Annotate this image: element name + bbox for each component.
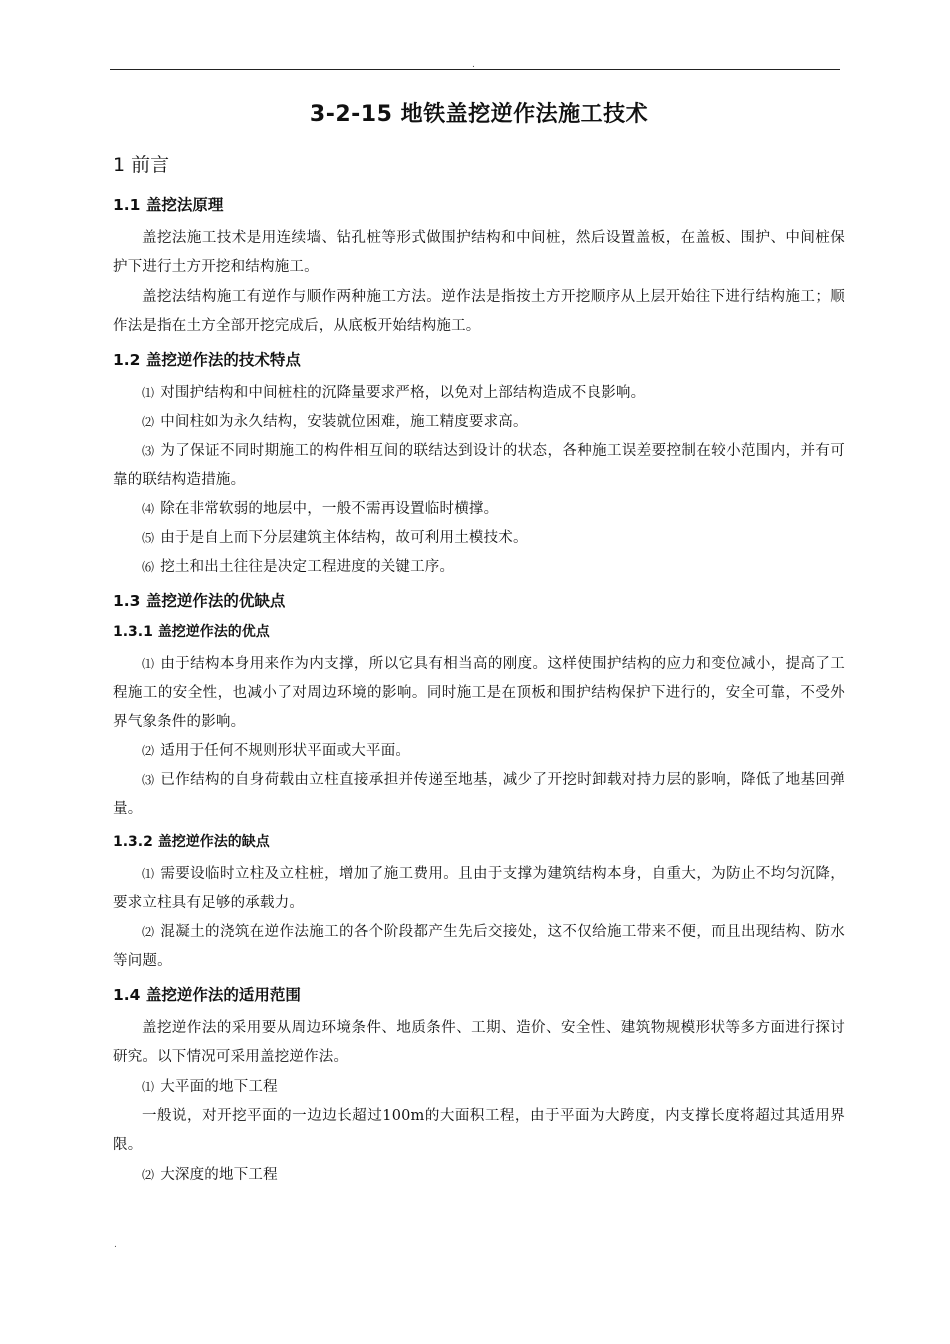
list-item [113, 379, 845, 408]
list-item [113, 766, 845, 824]
footer-mark: . [114, 1240, 117, 1250]
list-item [113, 437, 845, 495]
list-item [113, 495, 845, 524]
item-text: 由于是自上而下分层建筑主体结构，故可利用土模技术。 [160, 530, 528, 546]
list-item [113, 650, 845, 737]
item-number: ⑴ [142, 867, 155, 881]
item-number: ⑵ [142, 1168, 155, 1182]
item-text: 大平面的地下工程 [160, 1079, 278, 1095]
item-text: 由于结构本身用来作为内支撑，所以它具有相当高的刚度。这样使围护结构的应力和变位减小，提高了工程施工的安全性，也减小了对周边环境的影响。同时施工是在顶板和围护结构保护下进行的，安全可靠，不受外界气象条件的影响。 [113, 656, 845, 730]
section-heading-1-1: 1.1 盖挖法原理 [113, 196, 224, 214]
list-item [113, 524, 845, 553]
paragraph: 盖挖法结构施工有逆作与顺作两种施工方法。逆作法是指按土方开挖顺序从上层开始往下进行结构施工；顺作法是指在土方全部开挖完成后，从底板开始结构施工。 [113, 289, 845, 334]
header-rule [110, 69, 840, 70]
paragraph: 盖挖逆作法的采用要从周边环境条件、地质条件、工期、造价、安全性、建筑物规模形状等多方面进行探讨研究。以下情况可采用盖挖逆作法。 [113, 1020, 845, 1065]
item-text: 适用于任何不规则形状平面或大平面。 [160, 743, 411, 759]
paragraph: 盖挖法施工技术是用连续墙、钻孔桩等形式做围护结构和中间桩，然后设置盖板，在盖板、围护、中间桩保护下进行土方开挖和结构施工。 [113, 230, 845, 275]
list-item [113, 860, 845, 918]
item-text: 除在非常软弱的地层中，一般不需再设置临时横撑。 [160, 501, 499, 517]
item-number: ⑶ [142, 444, 155, 458]
item-text: 挖土和出土往往是决定工程进度的关键工序。 [160, 559, 455, 575]
section-heading-1-2: 1.2 盖挖逆作法的技术特点 [113, 351, 301, 369]
item-text: 中间柱如为永久结构，安装就位困难，施工精度要求高。 [160, 414, 528, 430]
item-number: ⑵ [142, 415, 155, 429]
item-number: ⑵ [142, 925, 155, 939]
section-heading-1-3: 1.3 盖挖逆作法的优缺点 [113, 592, 286, 610]
section-heading-1: 1 前言 [113, 154, 170, 176]
section-heading-1-4: 1.4 盖挖逆作法的适用范围 [113, 986, 301, 1004]
item-number: ⑷ [142, 502, 155, 516]
list-item [113, 1161, 845, 1190]
list-item [113, 1073, 845, 1102]
item-text: 大深度的地下工程 [160, 1167, 278, 1183]
section-heading-1-3-1: 1.3.1 盖挖逆作法的优点 [113, 624, 270, 640]
item-text: 混凝土的浇筑在逆作法施工的各个阶段都产生先后交接处，这不仅给施工带来不便，而且出现结构、防水等问题。 [113, 924, 845, 969]
item-text: 对围护结构和中间桩柱的沉降量要求严格，以免对上部结构造成不良影响。 [160, 385, 646, 401]
list-item [113, 737, 845, 766]
item-number: ⑵ [142, 744, 155, 758]
document-body [113, 98, 845, 1190]
item-text: 需要设临时立柱及立柱桩，增加了施工费用。且由于支撑为建筑结构本身，自重大，为防止不均匀沉降，要求立柱具有足够的承载力。 [113, 866, 845, 911]
section-heading-1-3-2: 1.3.2 盖挖逆作法的缺点 [113, 834, 270, 850]
header-mark: . [472, 60, 475, 70]
list-item [113, 408, 845, 437]
paragraph: 一般说，对开挖平面的一边边长超过100m的大面积工程，由于平面为大跨度，内支撑长度将超过其适用界限。 [113, 1108, 845, 1153]
list-item [113, 918, 845, 976]
item-text: 已作结构的自身荷载由立柱直接承担并传递至地基，减少了开挖时卸载对持力层的影响，降低了地基回弹量。 [113, 772, 845, 817]
document-title: 3-2-15 地铁盖挖逆作法施工技术 [309, 102, 649, 127]
item-number: ⑴ [142, 657, 155, 671]
item-number: ⑶ [142, 773, 155, 787]
item-number: ⑴ [142, 1080, 155, 1094]
list-item [113, 553, 845, 582]
item-text: 为了保证不同时期施工的构件相互间的联结达到设计的状态，各种施工误差要控制在较小范围内，并有可靠的联结构造措施。 [113, 443, 845, 488]
item-number: ⑹ [142, 560, 155, 574]
item-number: ⑸ [142, 531, 155, 545]
item-number: ⑴ [142, 386, 155, 400]
